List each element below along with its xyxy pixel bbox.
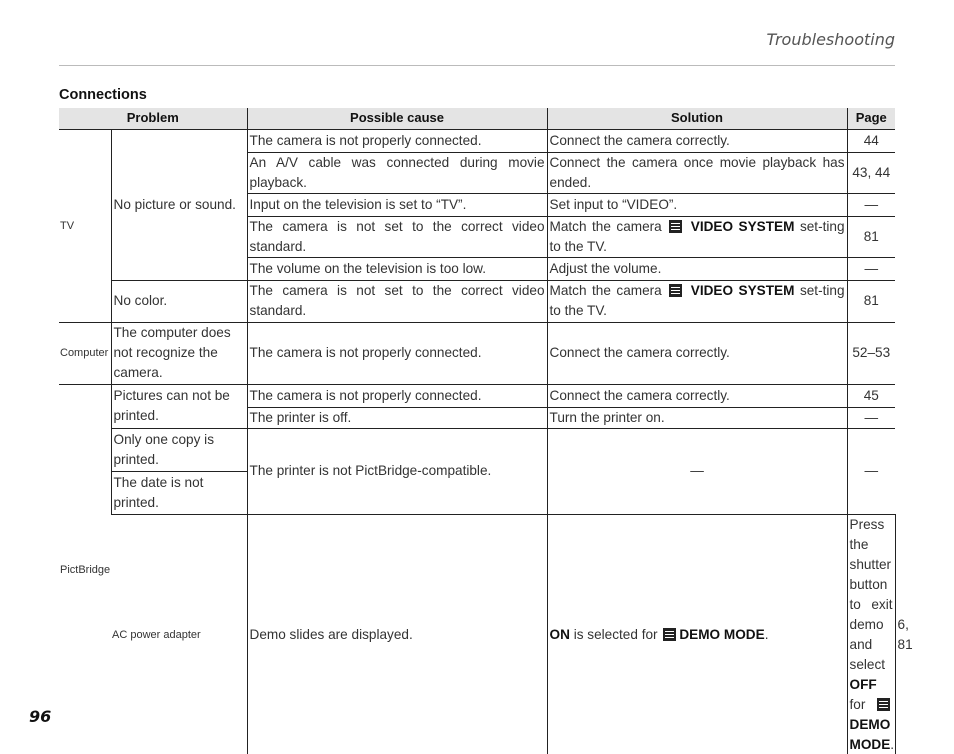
table-row — [59, 428, 895, 471]
video-system-icon — [669, 220, 682, 233]
table-row — [59, 322, 895, 384]
page-cell: — — [847, 193, 895, 216]
page-cell: 43, 44 — [847, 152, 895, 193]
page-cell: — — [847, 257, 895, 280]
solution-cell: Adjust the volume. — [547, 257, 847, 280]
problem-no-color: No color. — [111, 280, 247, 322]
solution-menu-name: DEMO MODE — [849, 716, 891, 752]
solution-menu-name: VIDEO SYSTEM — [690, 218, 795, 234]
category-computer: Computer — [59, 322, 111, 384]
page-cell: 81 — [847, 216, 895, 257]
solution-cell: Connect the camera once movie playback has ended. — [547, 152, 847, 193]
cause-setting-value: ON — [549, 626, 570, 642]
solution-text: Match the camera — [549, 218, 662, 234]
table-row — [59, 384, 895, 407]
category-tv: TV — [59, 129, 111, 322]
solution-text: set-ting to the TV. — [549, 218, 845, 254]
page-cell: — — [847, 407, 895, 428]
category-pictbridge: PictBridge — [59, 384, 111, 754]
solution-text: . — [890, 736, 895, 752]
problem-demo-slides: Demo slides are displayed. — [247, 514, 547, 754]
table-row — [59, 280, 895, 322]
cause-cell: The printer is off. — [247, 407, 547, 428]
solution-cell: Connect the camera correctly. — [547, 384, 847, 407]
page-number: 96 — [29, 707, 52, 726]
cause-cell: The camera is not set to the correct video standard. — [247, 280, 547, 322]
solution-menu-name: VIDEO SYSTEM — [690, 283, 795, 298]
header-solution: Solution — [547, 108, 847, 129]
page-cell: 44 — [847, 129, 895, 152]
solution-cell: Connect the camera correctly. — [547, 322, 847, 384]
solution-cell: Turn the printer on. — [547, 407, 847, 428]
header-page: Page — [847, 108, 895, 129]
solution-cell — [547, 216, 847, 257]
section-title: Connections — [59, 87, 147, 103]
table-row — [59, 129, 895, 152]
solution-text: set-ting to the TV. — [549, 283, 845, 318]
cause-cell: The camera is not properly connected. — [247, 129, 547, 152]
table-row: AC power adapter Demo slides are displayed. ON is selected for DEMO MODE. Press the shutter button to exit demo and select OFF for DEMO MODE. 6, 81 — [59, 514, 895, 754]
solution-cell: Connect the camera correctly. — [547, 129, 847, 152]
demo-mode-icon — [663, 628, 676, 641]
cause-cell: The printer is not PictBridge-compatible. — [247, 428, 547, 514]
problem-pictures-not-printed: Pictures can not be printed. — [111, 384, 247, 428]
running-header: Troubleshooting — [766, 30, 895, 49]
problem-date-not-printed: The date is not printed. — [111, 471, 247, 514]
page-cell: 52–53 — [847, 322, 895, 384]
solution-cell: Set input to “VIDEO”. — [547, 193, 847, 216]
solution-cell: — — [547, 428, 847, 514]
troubleshooting-table — [59, 108, 913, 754]
cause-text: . — [764, 626, 769, 642]
page-cell: — — [847, 428, 895, 514]
cause-cell: Input on the television is set to “TV”. — [247, 193, 547, 216]
header-possible-cause: Possible cause — [247, 108, 547, 129]
cause-menu-name: DEMO MODE — [679, 626, 765, 642]
cause-cell: The camera is not properly connected. — [247, 322, 547, 384]
solution-text: for — [849, 696, 866, 712]
header-divider — [59, 65, 895, 66]
page-cell: 45 — [847, 384, 895, 407]
cause-cell: The volume on the television is too low. — [247, 257, 547, 280]
cause-cell: The camera is not set to the correct video standard. — [247, 216, 547, 257]
solution-text: Match the camera — [549, 283, 662, 298]
demo-mode-icon — [877, 698, 890, 711]
video-system-icon — [669, 284, 682, 297]
solution-setting-value: OFF — [849, 676, 877, 692]
page-cell: 81 — [847, 280, 895, 322]
cause-text: is selected for — [573, 626, 658, 642]
cause-cell: An A/V cable was connected during movie playback. — [247, 152, 547, 193]
problem-no-picture: No picture or sound. — [111, 129, 247, 280]
header-problem: Problem — [59, 108, 247, 129]
problem-computer-not-recognize: The computer does not recognize the camera. — [111, 322, 247, 384]
cause-cell — [547, 514, 847, 754]
table-header-row — [59, 108, 895, 129]
category-ac-power-adapter: AC power adapter — [111, 514, 247, 754]
solution-cell — [547, 280, 847, 322]
problem-one-copy: Only one copy is printed. — [111, 428, 247, 471]
solution-cell — [847, 514, 895, 754]
solution-text: Press the shutter button to exit demo and select — [849, 516, 893, 672]
cause-cell: The camera is not properly connected. — [247, 384, 547, 407]
